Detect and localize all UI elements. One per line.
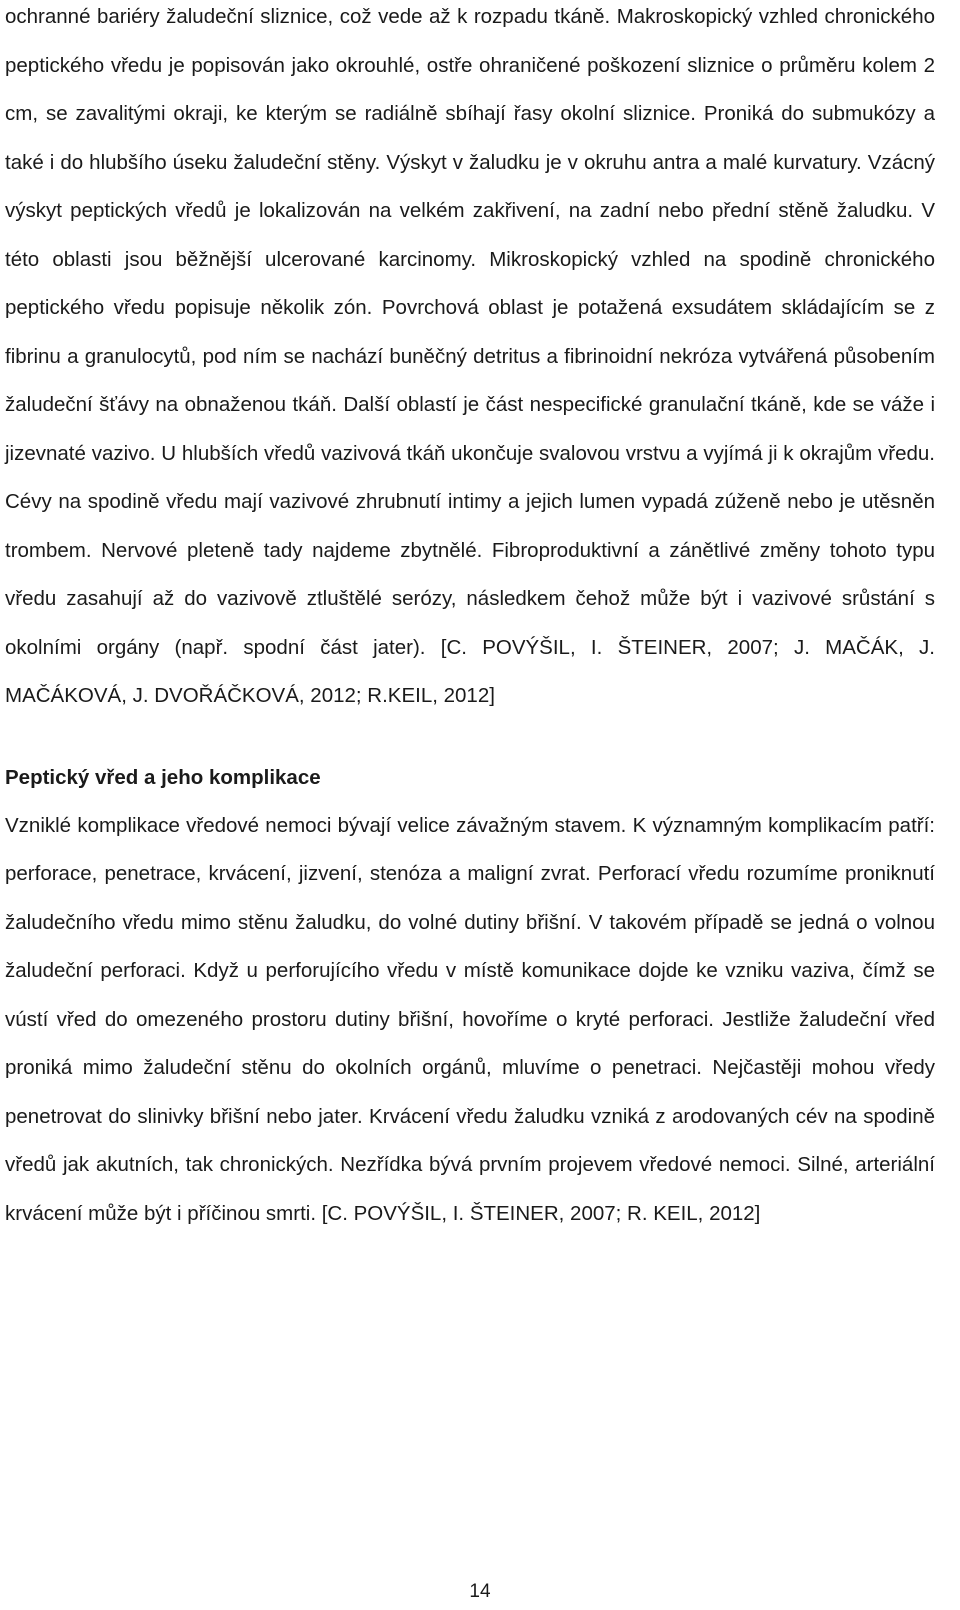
section-heading: Peptický vřed a jeho komplikace (5, 765, 321, 789)
document-page (5, 0, 935, 1238)
body-paragraph-ulcer-morphology: ochranné bariéry žaludeční sliznice, což vede až k rozpadu tkáně. Makroskopický vzhled chronického peptického vředu je popisován jako okrouhlé, ostře ohraničené poškození sliznice o průměru kolem 2 cm, se zavalitými okraji, ke kterým se radiálně sbíhají řasy okolní sliznice. Proniká do submukózy a také i do hlubšího úseku žaludeční stěny. Výskyt v žaludku je v okruhu antra a malé kurvatury. Vzácný výskyt peptických vředů je lokalizován na velkém zakřivení, na zadní nebo přední stěně žaludku. V této oblasti jsou běžnější ulcerované karcinomy. Mikroskopický vzhled na spodině chronického peptického vředu popisuje několik zón. Povrchová oblast je potažená exsudátem skládajícím se z fibrinu a granulocytů, pod ním se nachází buněčný detritus a fibrinoidní nekróza vytvářená působením žaludeční šťávy na obnaženou tkáň. Další oblastí je část nespecifické granulační tkáně, kde se váže i jizevnaté vazivo. U hlubších vředů vazivová tkáň ukončuje svalovou vrstvu a vyjímá ji k okrajům vředu. Cévy na spodině vředu mají vazivové zhrubnutí intimy a jejich lumen vypadá zúženě nebo je utěsněn trombem. Nervové pleteně tady najdeme zbytnělé. Fibroproduktivní a zánětlivé změny tohoto typu vředu zasahují až do vazivově ztluštělé serózy, následkem čehož může být i vazivové srůstání s okolními orgány (např. spodní část jater). [C. POVÝŠIL, I. ŠTEINER, 2007; J. MAČÁK, J. MAČÁKOVÁ, J. DVOŘÁČKOVÁ, 2012; R.KEIL, 2012] (5, 5, 935, 707)
body-paragraph-complications: Vzniklé komplikace vředové nemoci bývají velice závažným stavem. K významným komplikacím patří: perforace, penetrace, krvácení, jizvení, stenóza a maligní zvrat. Perforací vředu rozumíme proniknutí žaludečního vředu mimo stěnu žaludku, do volné dutiny břišní. V takovém případě se jedná o volnou žaludeční perforaci. Když u perforujícího vředu v místě komunikace dojde ke vzniku vaziva, čímž se vústí vřed do omezeného prostoru dutiny břišní, hovoříme o kryté perforaci. Jestliže žaludeční vřed proniká mimo žaludeční stěnu do okolních orgánů, mluvíme o penetraci. Nejčastěji mohou vředy penetrovat do slinivky břišní nebo jater. Krvácení vředu žaludku vzniká z arodovaných cév na spodině vředů jak akutních, tak chronických. Nezřídka bývá prvním projevem vředové nemoci. Silné, arteriální krvácení může být i příčinou smrti. [C. POVÝŠIL, I. ŠTEINER, 2007; R. KEIL, 2012] (5, 813, 935, 1225)
page-number: 14 (469, 1581, 491, 1602)
